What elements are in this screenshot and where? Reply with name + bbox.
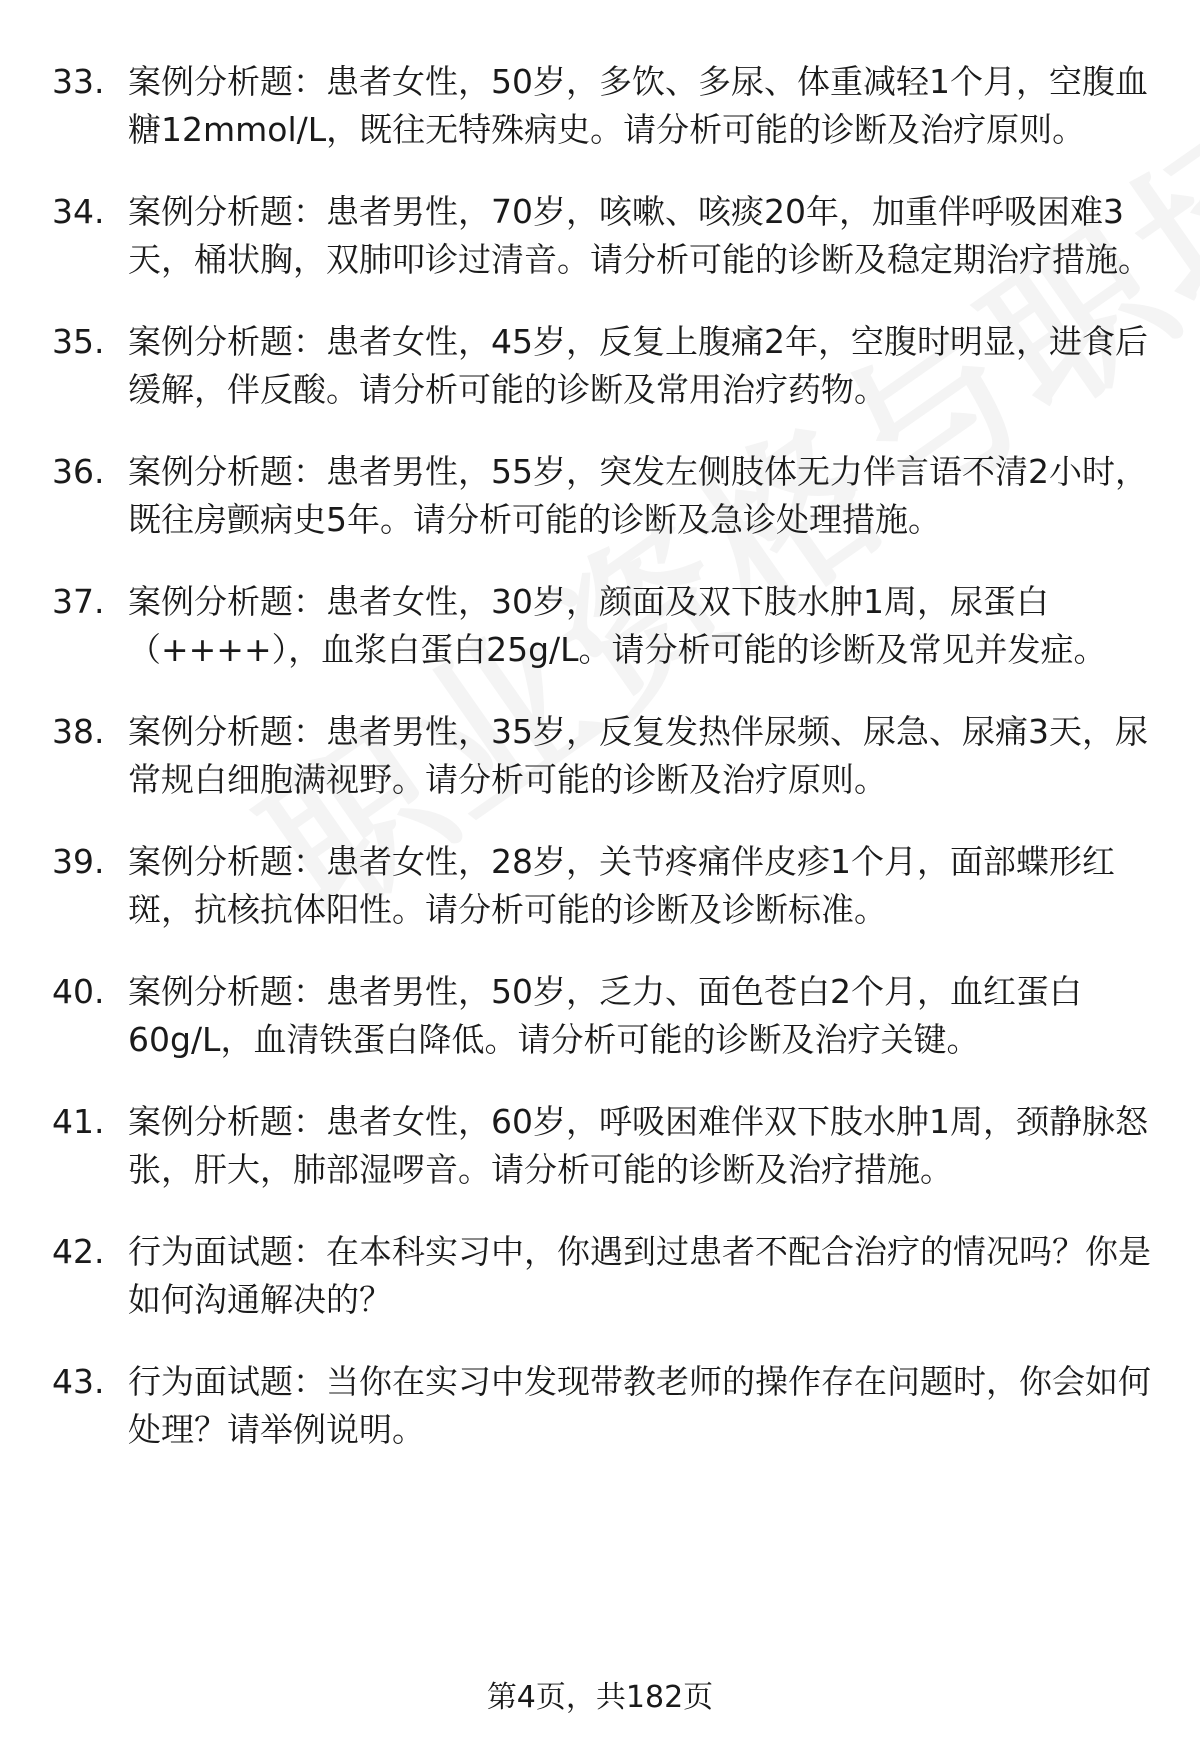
question-text: 案例分析题：患者女性，28岁，关节疼痛伴皮疹1个月，面部蝶形红斑，抗核抗体阳性。请分析可能的诊断及诊断标准。	[128, 842, 1115, 929]
question-text: 案例分析题：患者女性，60岁，呼吸困难伴双下肢水肿1周，颈静脉怒张，肝大，肺部湿啰音。请分析可能的诊断及治疗措施。	[128, 1102, 1148, 1189]
question-number: 34.	[52, 192, 105, 231]
question-number: 37.	[52, 582, 105, 621]
question-text: 案例分析题：患者男性，55岁，突发左侧肢体无力伴言语不清2小时，既往房颤病史5年。请分析可能的诊断及急诊处理措施。	[128, 452, 1148, 539]
question-number: 35.	[52, 322, 105, 361]
question-number: 42.	[52, 1232, 105, 1271]
page-footer	[0, 1672, 1200, 1716]
question-item	[0, 448, 1200, 544]
page-number-label: 第4页，共182页	[486, 1680, 714, 1715]
question-item	[0, 58, 1200, 154]
question-number: 41.	[52, 1102, 105, 1141]
question-number: 33.	[52, 62, 105, 101]
question-text: 案例分析题：患者男性，70岁，咳嗽、咳痰20年，加重伴呼吸困难3天，桶状胸，双肺叩诊过清音。请分析可能的诊断及稳定期治疗措施。	[128, 192, 1151, 279]
question-text: 行为面试题：在本科实习中，你遇到过患者不配合治疗的情况吗？你是如何沟通解决的？	[128, 1232, 1151, 1319]
question-item	[0, 578, 1200, 674]
question-item	[0, 318, 1200, 414]
question-text: 案例分析题：患者女性，45岁，反复上腹痛2年，空腹时明显，进食后缓解，伴反酸。请分析可能的诊断及常用治疗药物。	[128, 322, 1148, 409]
question-text: 案例分析题：患者女性，30岁，颜面及双下肢水肿1周，尿蛋白（++++），血浆白蛋白25g/L。请分析可能的诊断及常见并发症。	[128, 582, 1107, 669]
question-text: 行为面试题：当你在实习中发现带教老师的操作存在问题时，你会如何处理？请举例说明。	[128, 1362, 1151, 1449]
question-text: 案例分析题：患者男性，50岁，乏力、面色苍白2个月，血红蛋白60g/L，血清铁蛋白降低。请分析可能的诊断及治疗关键。	[128, 972, 1082, 1059]
question-item	[0, 188, 1200, 284]
question-text: 案例分析题：患者女性，50岁，多饮、多尿、体重减轻1个月，空腹血糖12mmol/L，既往无特殊病史。请分析可能的诊断及治疗原则。	[128, 62, 1148, 149]
question-item	[0, 838, 1200, 934]
question-text: 案例分析题：患者男性，35岁，反复发热伴尿频、尿急、尿痛3天，尿常规白细胞满视野。请分析可能的诊断及治疗原则。	[128, 712, 1148, 799]
question-item	[0, 968, 1200, 1064]
question-number: 38.	[52, 712, 105, 751]
question-list	[0, 58, 1200, 1488]
question-number: 39.	[52, 842, 105, 881]
question-item	[0, 1098, 1200, 1194]
question-number: 36.	[52, 452, 105, 491]
question-item	[0, 1358, 1200, 1454]
question-item	[0, 708, 1200, 804]
question-number: 43.	[52, 1362, 105, 1401]
question-number: 40.	[52, 972, 105, 1011]
question-item	[0, 1228, 1200, 1324]
